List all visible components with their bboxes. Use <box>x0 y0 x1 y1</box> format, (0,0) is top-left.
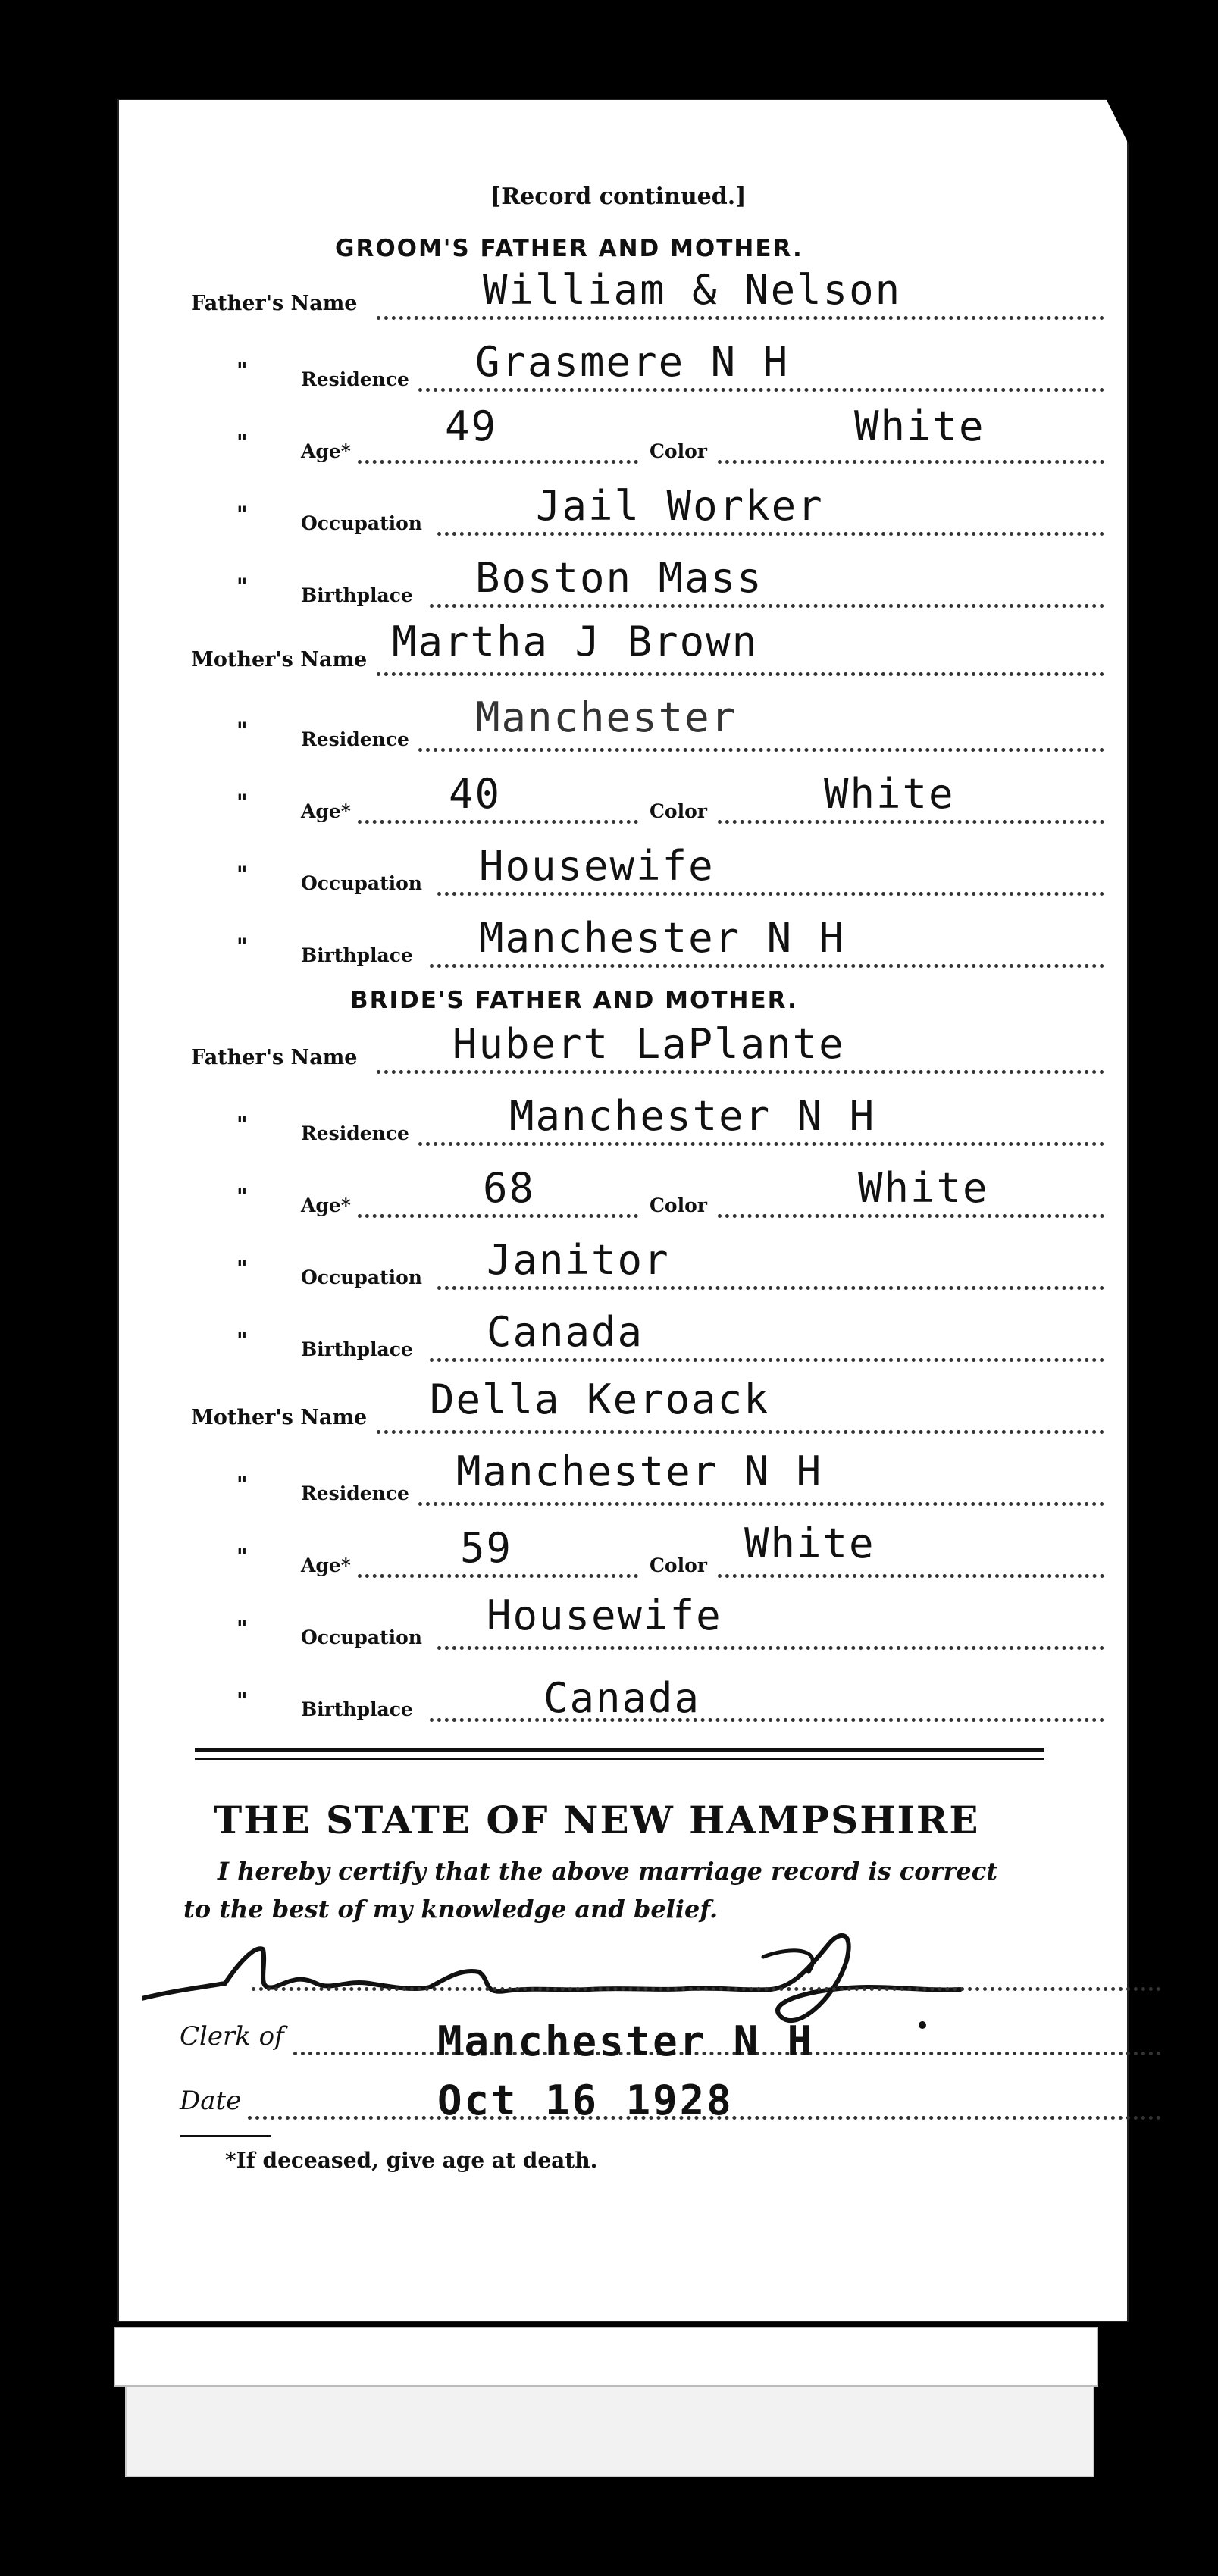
bride-father-birthplace-value: Canada <box>487 1308 644 1356</box>
ditto-mark: " <box>236 1472 248 1497</box>
residence-label: Residence <box>301 368 409 390</box>
bride-mother-residence-value: Manchester N H <box>456 1448 823 1495</box>
dotted-line <box>430 964 1104 968</box>
groom-father-age-value: 49 <box>445 402 498 450</box>
bride-father-occupation-value: Janitor <box>487 1236 670 1284</box>
fathers-name-label: Father's Name <box>191 1046 358 1069</box>
clerk-of-label: Clerk of <box>180 2021 284 2052</box>
ditto-mark: " <box>236 430 248 455</box>
fathers-name-label: Father's Name <box>191 292 358 315</box>
ditto-mark: " <box>236 862 248 887</box>
groom-mother-name-value: Martha J Brown <box>392 618 759 665</box>
double-rule-bottom <box>195 1758 1044 1760</box>
color-label: Color <box>650 1554 707 1576</box>
birthplace-label: Birthplace <box>301 944 413 966</box>
dotted-line <box>358 1574 638 1578</box>
age-label: Age* <box>301 1554 351 1576</box>
record-card <box>117 99 1129 2322</box>
groom-father-residence-value: Grasmere N H <box>475 338 790 386</box>
ditto-mark: " <box>236 1688 248 1713</box>
bride-mother-occupation-value: Housewife <box>487 1592 722 1639</box>
dotted-line <box>418 388 1104 392</box>
birthplace-label: Birthplace <box>301 584 413 606</box>
dotted-line <box>437 1646 1104 1650</box>
dotted-line <box>437 532 1104 536</box>
bride-mother-color-value: White <box>744 1520 875 1567</box>
groom-mother-residence-row <box>119 693 1127 752</box>
clerk-of-value: Manchester N H <box>437 2017 815 2065</box>
color-label: Color <box>650 800 707 822</box>
groom-father-occupation-value: Jail Worker <box>536 482 824 530</box>
dotted-line <box>430 1358 1104 1362</box>
age-label: Age* <box>301 440 351 462</box>
record-continued-note: [Record continued.] <box>490 183 747 210</box>
ditto-mark: " <box>236 1328 248 1353</box>
age-label: Age* <box>301 1194 351 1216</box>
color-label: Color <box>650 1194 707 1216</box>
ditto-mark: " <box>236 790 248 815</box>
bride-father-color-value: White <box>858 1164 989 1212</box>
groom-mother-name-row <box>119 618 1127 676</box>
ditto-mark: " <box>236 1544 248 1569</box>
dotted-line <box>718 820 1104 824</box>
dotted-line <box>358 1214 638 1218</box>
clerk-signature <box>142 1915 1036 2029</box>
ditto-mark: " <box>236 934 248 959</box>
signature-graphic <box>142 1915 1036 2029</box>
groom-mother-occupation-value: Housewife <box>479 842 715 890</box>
groom-father-name-row <box>119 266 1127 320</box>
footnote-text: *If deceased, give age at death. <box>225 2148 598 2173</box>
dotted-line <box>437 892 1104 896</box>
certify-text-line1: I hereby certify that the above marriage record is correct <box>218 1857 997 1886</box>
dotted-line <box>377 1070 1104 1074</box>
ditto-mark: " <box>236 502 248 527</box>
ditto-mark: " <box>236 1184 248 1209</box>
groom-father-birthplace-value: Boston Mass <box>475 554 763 602</box>
bride-father-residence-row <box>119 1092 1127 1146</box>
groom-mother-color-value: White <box>824 770 955 818</box>
dotted-line <box>377 316 1104 320</box>
mothers-name-label: Mother's Name <box>191 648 368 671</box>
groom-mother-occupation-row <box>119 842 1127 896</box>
bride-mother-birthplace-row <box>119 1676 1127 1722</box>
dotted-line <box>718 1214 1104 1218</box>
groom-father-birthplace-row <box>119 554 1127 608</box>
bride-father-age-row <box>119 1164 1127 1218</box>
bride-mother-age-row <box>119 1520 1127 1578</box>
bride-father-name-value: Hubert LaPlante <box>452 1020 845 1068</box>
double-rule-top <box>195 1748 1044 1752</box>
birthplace-label: Birthplace <box>301 1338 413 1360</box>
folded-corner <box>1106 99 1129 144</box>
age-label: Age* <box>301 800 351 822</box>
bride-mother-name-row <box>119 1376 1127 1434</box>
underlying-card-stub <box>125 2384 1094 2477</box>
dotted-line <box>377 672 1104 676</box>
ditto-mark: " <box>236 358 248 383</box>
bride-mother-residence-row <box>119 1448 1127 1506</box>
bride-parents-heading: BRIDE'S FATHER AND MOTHER. <box>350 987 798 1014</box>
groom-mother-birthplace-row <box>119 914 1127 968</box>
bride-father-name-row <box>119 1020 1127 1074</box>
color-label: Color <box>650 440 707 462</box>
state-title: THE STATE OF NEW HAMPSHIRE <box>214 1798 980 1842</box>
bride-father-residence-value: Manchester N H <box>509 1092 876 1140</box>
ditto-mark: " <box>236 1112 248 1137</box>
residence-label: Residence <box>301 1122 409 1144</box>
mothers-name-label: Mother's Name <box>191 1406 368 1429</box>
occupation-label: Occupation <box>301 1266 422 1288</box>
ditto-mark: " <box>236 1616 248 1641</box>
residence-label: Residence <box>301 728 409 750</box>
signature-line <box>252 1987 1161 1991</box>
dotted-line <box>430 604 1104 608</box>
bride-mother-name-value: Della Keroack <box>430 1376 770 1423</box>
groom-parents-heading: GROOM'S FATHER AND MOTHER. <box>335 235 803 262</box>
dotted-line <box>418 1502 1104 1506</box>
bride-mother-age-value: 59 <box>460 1524 513 1572</box>
groom-father-occupation-row <box>119 482 1127 536</box>
date-value: Oct 16 1928 <box>437 2077 734 2124</box>
bride-mother-birthplace-value: Canada <box>543 1674 701 1722</box>
bride-father-birthplace-row <box>119 1308 1127 1362</box>
dotted-line <box>418 748 1104 752</box>
residence-label: Residence <box>301 1482 409 1504</box>
occupation-label: Occupation <box>301 872 422 894</box>
dotted-line <box>718 1574 1104 1578</box>
dotted-line <box>358 820 638 824</box>
dotted-line <box>437 1286 1104 1290</box>
dotted-line <box>718 460 1104 464</box>
underlying-card-edge <box>114 2327 1098 2387</box>
footnote-rule <box>180 2135 271 2137</box>
bride-father-age-value: 68 <box>483 1164 536 1212</box>
occupation-label: Occupation <box>301 1626 422 1648</box>
occupation-label: Occupation <box>301 512 422 534</box>
groom-father-color-value: White <box>854 402 985 450</box>
dotted-line <box>377 1430 1104 1434</box>
dotted-line <box>418 1142 1104 1146</box>
groom-father-name-value: William & Nelson <box>483 266 902 314</box>
date-label: Date <box>180 2086 242 2116</box>
groom-mother-residence-value: Manchester <box>475 693 737 741</box>
groom-father-age-row <box>119 402 1127 464</box>
ditto-mark: " <box>236 718 248 743</box>
groom-mother-age-row <box>119 770 1127 824</box>
groom-father-residence-row <box>119 338 1127 392</box>
ditto-mark: " <box>236 1256 248 1281</box>
groom-mother-age-value: 40 <box>449 770 502 818</box>
bride-father-occupation-row <box>119 1236 1127 1290</box>
ditto-mark: " <box>236 574 248 599</box>
birthplace-label: Birthplace <box>301 1698 413 1720</box>
groom-mother-birthplace-value: Manchester N H <box>479 914 846 962</box>
bride-mother-occupation-row <box>119 1592 1127 1650</box>
certify-text-line2: to the best of my knowledge and belief. <box>183 1895 719 1923</box>
dotted-line <box>430 1718 1104 1722</box>
dotted-line <box>358 460 638 464</box>
